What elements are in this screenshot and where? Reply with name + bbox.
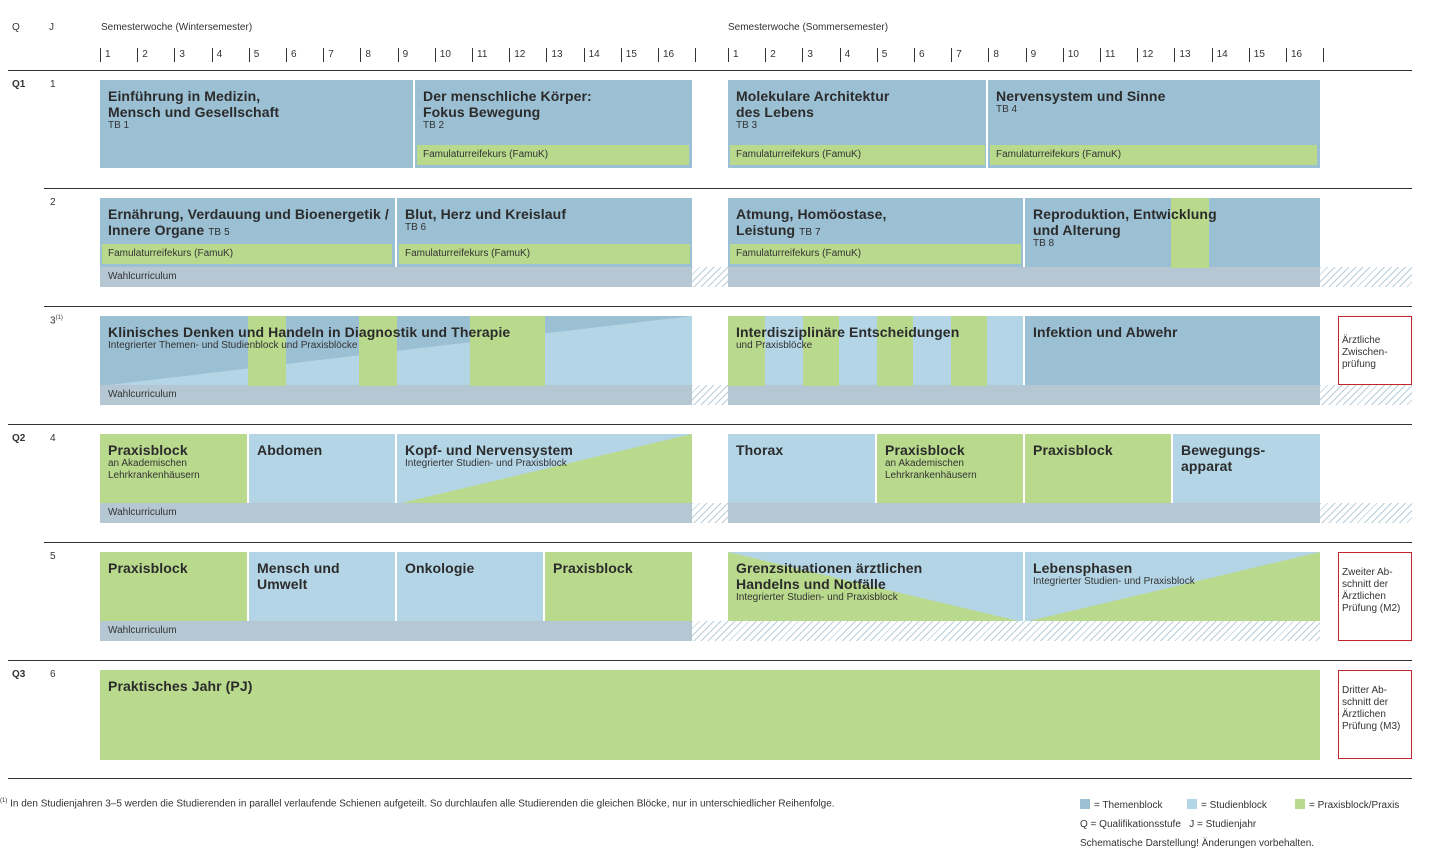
block-subtitle: Integrierter Studien- und Praxisblock — [405, 458, 567, 469]
level-q2: Q2 — [12, 433, 26, 444]
block-tb-label: TB 5 — [208, 227, 230, 238]
hatch-end — [1320, 503, 1412, 523]
legend-swatch-studien — [1187, 799, 1197, 809]
divider-q3 — [8, 660, 1412, 661]
block-title: Praxisblock — [885, 442, 965, 458]
summer-week-end-tick — [1323, 48, 1328, 62]
legend-themen — [1080, 799, 1162, 811]
summer-week-15: 15 — [1249, 48, 1265, 62]
block-title: Kopf- und Nervensystem — [405, 442, 573, 458]
block-title: Abdomen — [257, 442, 323, 458]
year-2: 2 — [50, 197, 56, 208]
summer-week-5: 5 — [877, 48, 888, 62]
block-title: Bewegungs-apparat — [1181, 442, 1266, 474]
famuk-bar: Famulaturreifekurs (FamuK) — [399, 244, 690, 264]
legend-label: = Studienblock — [1201, 800, 1267, 811]
summer-week-6: 6 — [914, 48, 925, 62]
block-lebensphasen — [1025, 552, 1320, 622]
winter-week-1: 1 — [100, 48, 111, 62]
summer-week-14: 14 — [1212, 48, 1228, 62]
winter-week-7: 7 — [323, 48, 334, 62]
legend-praxis — [1295, 799, 1399, 811]
divider-bottom — [8, 778, 1412, 779]
block-tb-label: TB 1 — [108, 120, 130, 131]
divider-j5 — [44, 542, 1412, 543]
footnote — [0, 798, 835, 809]
wahlcurriculum-bar-summer — [728, 503, 1320, 523]
block-title: Reproduktion, Entwicklung und Alterung — [1033, 206, 1217, 238]
block-title: Interdisziplinäre Entscheidungen — [736, 324, 960, 340]
block-title: Infektion und Abwehr — [1033, 324, 1178, 340]
block-tb-label: TB 4 — [996, 104, 1018, 115]
block-interdisziplinaer — [728, 316, 1023, 386]
block-title: Der menschliche Körper: Fokus Bewegung — [423, 88, 592, 120]
footnote-text: In den Studienjahren 3–5 werden die Studierenden in parallel verlaufende Schienen aufgeteilt. So durchlaufen alle Studierenden die gleichen Blöcke, nur in unterschiedlicher Reihenfolge. — [10, 798, 835, 810]
block-tb-label: TB 6 — [405, 222, 427, 233]
block-thorax — [728, 434, 875, 504]
block-title: Praktisches Jahr (PJ) — [108, 678, 253, 694]
block-praxisblock-y5-2 — [545, 552, 692, 622]
block-praxisblock-y5-1 — [100, 552, 247, 622]
summer-week-16: 16 — [1286, 48, 1302, 62]
block-title: Grenzsituationen ärztlichen Handelns und Notfälle — [736, 560, 923, 592]
winter-week-end-tick — [695, 48, 700, 62]
block-subtitle: Integrierter Themen- und Studienblock und Praxisblöcke — [108, 340, 358, 351]
block-praxisblock-y4-3 — [1025, 434, 1171, 504]
block-title: Blut, Herz und Kreislauf — [405, 206, 567, 222]
legend-swatch-themen — [1080, 799, 1090, 809]
summer-week-11: 11 — [1100, 48, 1115, 62]
block-subtitle: an Akademischen Lehrkrankenhäusern — [885, 458, 977, 481]
block-tb-label: TB 7 — [799, 227, 821, 238]
summer-week-4: 4 — [840, 48, 851, 62]
block-title: Praxisblock — [553, 560, 633, 576]
winter-week-15: 15 — [621, 48, 637, 62]
block-kopf-nervensystem — [397, 434, 692, 504]
winter-week-2: 2 — [137, 48, 148, 62]
block-title: Onkologie — [405, 560, 475, 576]
legend-swatch-praxis — [1295, 799, 1305, 809]
summer-week-13: 13 — [1174, 48, 1190, 62]
summer-week-7: 7 — [951, 48, 962, 62]
q-column-header: Q — [12, 22, 20, 33]
block-tb7 — [728, 198, 1023, 268]
famuk-bar: Famulaturreifekurs (FamuK) — [730, 145, 985, 165]
block-tb2 — [415, 80, 692, 168]
summer-week-12: 12 — [1137, 48, 1153, 62]
block-title-wrap — [728, 198, 928, 241]
hatch-gap — [692, 267, 728, 287]
divider-q1 — [8, 70, 1412, 71]
block-praxisblock-y4-1 — [100, 434, 247, 504]
block-infektion — [1025, 316, 1320, 386]
block-tb8 — [1025, 198, 1320, 268]
year-3: 3$^{(1)}$ — [50, 315, 63, 327]
exam-m2: Zweiter Ab-schnitt der Ärztlichen Prüfung (M2) — [1338, 552, 1412, 641]
legend-label: = Praxisblock/Praxis — [1309, 800, 1400, 811]
block-praxisblock-y4-2 — [877, 434, 1023, 504]
block-praktisches-jahr — [100, 670, 1320, 760]
winter-week-8: 8 — [360, 48, 371, 62]
block-tb1 — [100, 80, 413, 168]
winter-week-6: 6 — [286, 48, 297, 62]
block-title: Ernährung, Verdauung und Bioenergetik / Innere Organe — [108, 206, 389, 238]
block-subtitle: Integrierter Studien- und Praxisblock — [736, 592, 898, 603]
block-title: Praxisblock — [108, 560, 188, 576]
summer-week-9: 9 — [1026, 48, 1037, 62]
winter-week-9: 9 — [398, 48, 409, 62]
block-subtitle: Integrierter Studien- und Praxisblock — [1033, 576, 1195, 587]
winter-week-11: 11 — [472, 48, 487, 62]
wahlcurriculum-bar: Wahlcurriculum — [100, 503, 692, 523]
block-subtitle: und Praxisblöcke — [736, 340, 813, 351]
legend-label: = Themenblock — [1094, 800, 1163, 811]
block-tb-label: TB 2 — [423, 120, 445, 131]
year-6: 6 — [50, 669, 56, 680]
block-title: Praxisblock — [108, 442, 188, 458]
block-title: Nervensystem und Sinne — [996, 88, 1166, 104]
block-tb3 — [728, 80, 986, 168]
wahlcurriculum-bar: Wahlcurriculum — [100, 267, 692, 287]
wahlcurriculum-bar-summer — [728, 385, 1320, 405]
winter-week-4: 4 — [212, 48, 223, 62]
hatch-gap — [692, 503, 728, 523]
level-q3: Q3 — [12, 669, 26, 680]
block-tb-label: TB 3 — [736, 120, 758, 131]
winter-week-14: 14 — [584, 48, 600, 62]
exam-m3: Dritter Ab-schnitt der Ärztlichen Prüfung (M3) — [1338, 670, 1412, 759]
famuk-bar: Famulaturreifekurs (FamuK) — [417, 145, 689, 165]
famuk-bar: Famulaturreifekurs (FamuK) — [990, 145, 1317, 165]
exam-zwischenpruefung: Ärztliche Zwischen-prüfung — [1338, 316, 1412, 385]
winter-week-12: 12 — [509, 48, 525, 62]
winter-week-13: 13 — [546, 48, 562, 62]
wahlcurriculum-bar-summer — [728, 267, 1320, 287]
year-3-footnote-mark: (1) — [55, 315, 63, 321]
summer-week-10: 10 — [1063, 48, 1079, 62]
summer-semester-label: Semesterwoche (Sommersemester) — [728, 22, 889, 33]
block-abdomen — [249, 434, 395, 504]
block-title-wrap — [100, 198, 390, 241]
block-title: Einführung in Medizin, Mensch und Gesellschaft — [108, 88, 280, 120]
block-mensch-umwelt — [249, 552, 395, 622]
block-tb4 — [988, 80, 1320, 168]
disclaimer: Schematische Darstellung! Änderungen vorbehalten. — [1080, 838, 1315, 849]
summer-week-1: 1 — [728, 48, 739, 62]
block-title: Atmung, Homöostase, Leistung — [736, 206, 887, 238]
block-tb-label: TB 8 — [1033, 238, 1055, 249]
divider-j2 — [44, 188, 1412, 189]
famuk-bar: Famulaturreifekurs (FamuK) — [102, 244, 392, 264]
year-5: 5 — [50, 551, 56, 562]
block-title: Molekulare Architektur des Lebens — [736, 88, 890, 120]
summer-week-3: 3 — [802, 48, 813, 62]
block-grenzsituationen — [728, 552, 1023, 622]
divider-j3 — [44, 306, 1412, 307]
winter-week-5: 5 — [249, 48, 260, 62]
block-bewegungsapparat — [1173, 434, 1320, 504]
winter-week-3: 3 — [174, 48, 185, 62]
block-title: Mensch und Umwelt — [257, 560, 340, 592]
winter-week-16: 16 — [658, 48, 674, 62]
block-onkologie — [397, 552, 543, 622]
block-klinisches-denken — [100, 316, 692, 386]
hatch-gap — [692, 385, 728, 405]
wahlcurriculum-bar: Wahlcurriculum — [100, 621, 692, 641]
summer-week-2: 2 — [765, 48, 776, 62]
block-tb5 — [100, 198, 395, 268]
hatch-end — [1320, 385, 1412, 405]
wahlcurriculum-bar: Wahlcurriculum — [100, 385, 692, 405]
block-title: Lebensphasen — [1033, 560, 1133, 576]
legend-studien — [1187, 799, 1267, 811]
divider-q2 — [8, 424, 1412, 425]
block-title: Thorax — [736, 442, 784, 458]
year-4: 4 — [50, 433, 56, 444]
winter-semester-label: Semesterwoche (Wintersemester) — [101, 22, 253, 33]
hatch-end — [1320, 267, 1412, 287]
block-tb6 — [397, 198, 692, 268]
footnote-mark: (1) — [0, 798, 8, 804]
j-column-header: J — [49, 22, 54, 33]
hatch-summer — [692, 621, 1320, 641]
block-title: Klinisches Denken und Handeln in Diagnostik und Therapie — [108, 324, 511, 340]
block-subtitle: an Akademischen Lehrkrankenhäusern — [108, 458, 200, 481]
year-1: 1 — [50, 79, 56, 90]
legend-abbreviations: Q = Qualifikationsstufe J = Studienjahr — [1080, 819, 1257, 830]
level-q1: Q1 — [12, 79, 26, 90]
block-title: Praxisblock — [1033, 442, 1113, 458]
famuk-bar: Famulaturreifekurs (FamuK) — [730, 244, 1021, 264]
summer-week-8: 8 — [988, 48, 999, 62]
winter-week-10: 10 — [435, 48, 451, 62]
